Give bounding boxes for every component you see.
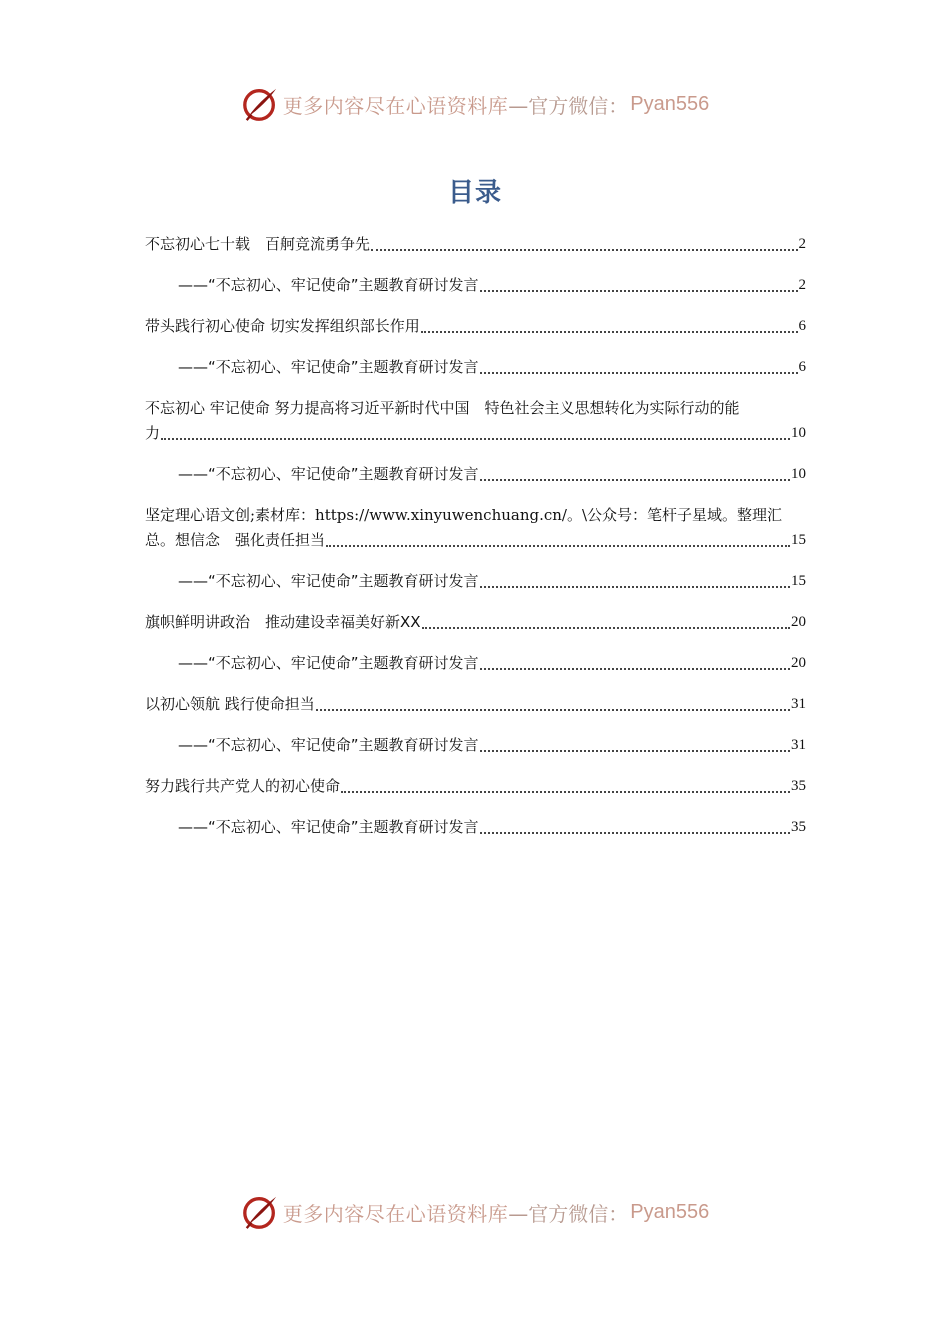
toc-entry-label: ——“不忘初心、牢记使命”主题教育研讨发言	[178, 358, 479, 376]
toc-entry-label: 不忘初心七十载 百舸竞流勇争先	[145, 235, 371, 253]
toc-leader-dots	[371, 248, 797, 251]
toc-entry-label: ——“不忘初心、牢记使命”主题教育研讨发言	[178, 818, 479, 836]
toc-entry[interactable]	[145, 692, 806, 717]
toc-leader-dots	[480, 289, 798, 292]
toc-entry[interactable]	[145, 569, 806, 594]
quill-logo-icon	[241, 85, 279, 123]
toc-leader-dots	[480, 371, 798, 374]
toc-page-number: 35	[791, 778, 806, 794]
toc-entry-label: 以初心领航 践行使命担当	[145, 695, 315, 713]
toc-entry-label: 旗帜鲜明讲政治 推动建设幸福美好新XX	[145, 613, 421, 631]
table-of-contents	[145, 232, 806, 840]
toc-entry[interactable]	[145, 815, 806, 840]
toc-entry[interactable]	[145, 273, 806, 298]
header-banner	[0, 82, 950, 126]
toc-leader-dots	[480, 831, 790, 834]
toc-entry[interactable]	[145, 232, 806, 257]
banner-separator: —官方微信：	[508, 1201, 629, 1226]
toc-page-number: 31	[791, 696, 806, 712]
toc-leader-dots	[480, 585, 790, 588]
toc-leader-dots	[161, 437, 790, 440]
toc-page-number: 31	[791, 737, 806, 753]
toc-page-number: 6	[798, 318, 806, 334]
banner-wechat-id: Pyan556	[630, 92, 710, 115]
toc-page-number: 35	[791, 819, 806, 835]
toc-entry-label: 努力践行共产党人的初心使命	[145, 777, 341, 795]
toc-entry-label: ——“不忘初心、牢记使命”主题教育研讨发言	[178, 276, 479, 294]
toc-entry-label: ——“不忘初心、牢记使命”主题教育研讨发言	[178, 465, 479, 483]
toc-leader-dots	[480, 478, 790, 481]
banner-separator: —官方微信：	[508, 93, 629, 118]
toc-entry-label: 带头践行初心使命 切实发挥组织部长作用	[145, 317, 420, 335]
toc-page-number: 15	[791, 532, 806, 548]
quill-logo-icon	[241, 1193, 279, 1231]
toc-leader-dots	[421, 330, 798, 333]
toc-entry-label: ——“不忘初心、牢记使命”主题教育研讨发言	[178, 572, 479, 590]
banner-text: 更多内容尽在心语资料库	[282, 1201, 509, 1226]
toc-entry-label-line2: 力	[145, 424, 161, 442]
toc-page-number: 20	[791, 655, 806, 671]
toc-title: 目录	[447, 178, 502, 208]
toc-leader-dots	[326, 544, 790, 547]
toc-entry-label-line1: 不忘初心 牢记使命 努力提高将习近平新时代中国 特色社会主义思想转化为实际行动的能	[145, 399, 740, 417]
toc-entry[interactable]	[145, 462, 806, 487]
toc-leader-dots	[480, 667, 790, 670]
toc-page-number: 10	[791, 425, 806, 441]
toc-entry[interactable]	[145, 314, 806, 339]
toc-entry-label: ——“不忘初心、牢记使命”主题教育研讨发言	[178, 654, 479, 672]
toc-leader-dots	[316, 708, 790, 711]
toc-entry[interactable]	[145, 733, 806, 758]
toc-leader-dots	[422, 626, 790, 629]
toc-leader-dots	[341, 790, 790, 793]
banner-wechat-id: Pyan556	[630, 1200, 710, 1223]
banner-text: 更多内容尽在心语资料库	[282, 93, 509, 118]
footer-banner	[0, 1190, 950, 1234]
toc-page-number: 15	[791, 573, 806, 589]
toc-entry[interactable]	[145, 610, 806, 635]
toc-entry[interactable]	[145, 355, 806, 380]
toc-entry[interactable]	[145, 774, 806, 799]
toc-page-number: 20	[791, 614, 806, 630]
toc-entry-label: ——“不忘初心、牢记使命”主题教育研讨发言	[178, 736, 479, 754]
toc-page-number: 6	[798, 359, 806, 375]
toc-entry[interactable]	[145, 396, 806, 446]
toc-entry-label-line1: 坚定理心语文创;素材库：https://www.xinyuwenchuang.cn/。\公众号：笔杆子星域。整理汇	[145, 506, 783, 524]
toc-entry[interactable]	[145, 503, 806, 553]
toc-leader-dots	[480, 749, 790, 752]
toc-page-number: 10	[791, 466, 806, 482]
toc-page-number: 2	[798, 236, 806, 252]
toc-entry-label-line2: 总。想信念 强化责任担当	[145, 531, 326, 549]
toc-entry[interactable]	[145, 651, 806, 676]
toc-page-number: 2	[798, 277, 806, 293]
